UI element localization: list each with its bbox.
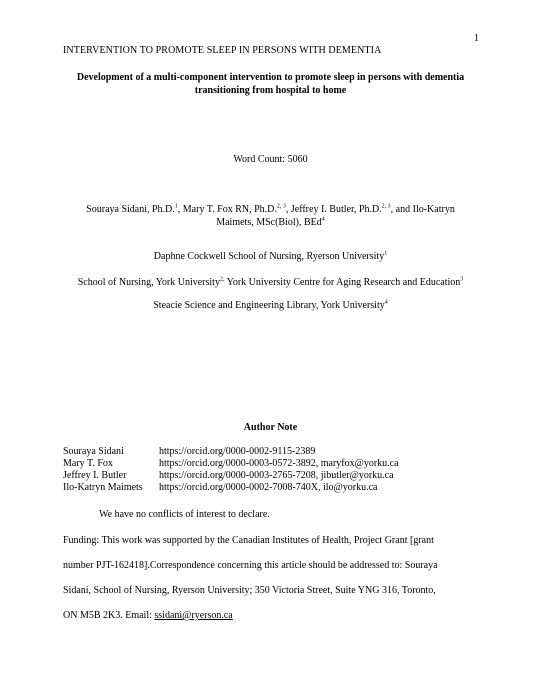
- affiliation-4: [0, 299, 541, 312]
- author-contact: https://orcid.org/0000-0003-2765-7208, jibutler@yorku.ca: [159, 470, 394, 481]
- affiliation-1-text: Daphne Cockwell School of Nursing, Ryerson University: [153, 251, 385, 262]
- table-row: [63, 458, 399, 470]
- email-label: ON M5B 2K3. Email:: [63, 610, 155, 621]
- funding-line-2: number PJT-162418].Correspondence concerning this article should be addressed to: Souraya: [63, 560, 438, 571]
- affiliation-2-text: School of Nursing, York University: [77, 277, 220, 288]
- title-line-2: transitioning from hospital to home: [194, 85, 347, 96]
- author-note-heading: Author Note: [243, 422, 298, 433]
- affiliation-4-text: Steacie Science and Engineering Library, York University: [153, 300, 385, 311]
- author-contact: https://orcid.org/0000-0002-9115-2389: [159, 446, 316, 457]
- author-3-affil: 2, 3: [381, 203, 391, 210]
- title-line-1: Development of a multi-component intervention to promote sleep in persons with dementia: [76, 72, 465, 83]
- paper-title: [40, 71, 501, 97]
- affiliation-4-marker: 4: [384, 299, 388, 306]
- table-row: [63, 470, 399, 482]
- affiliation-2-marker: 2,: [219, 276, 225, 283]
- affiliation-2: [0, 276, 541, 289]
- affiliation-1: [0, 250, 541, 263]
- funding-paragraph: [63, 528, 483, 628]
- author-contact: https://orcid.org/0000-0003-0572-3892, maryfox@yorku.ca: [159, 458, 399, 469]
- author-contact: https://orcid.org/0000-0002-7008-740X, ilo@yorku.ca: [159, 482, 378, 493]
- page-number: 1: [474, 33, 479, 44]
- author-4-affil: 4: [321, 216, 325, 223]
- word-count: Word Count: 5060: [233, 154, 308, 165]
- author-4-part-1: , and Ilo-Katryn: [390, 204, 455, 215]
- author-name: Souraya Sidani: [63, 446, 124, 457]
- author-1: Souraya Sidani, Ph.D.: [86, 204, 175, 215]
- funding-line-1: Funding: This work was supported by the Canadian Institutes of Health, Project Grant [grant: [63, 535, 434, 546]
- author-4-part-2: Maimets, MSc(Biol), BEd: [216, 217, 322, 228]
- author-name: Mary T. Fox: [63, 458, 113, 469]
- author-name: Jeffrey I. Butler: [63, 470, 127, 481]
- affiliation-3-marker: 3: [460, 276, 464, 283]
- table-row: [63, 482, 399, 494]
- author-list-line-1: [0, 203, 541, 216]
- conflicts-statement: We have no conflicts of interest to declare.: [99, 509, 270, 520]
- author-name: Ilo-Katryn Maimets: [63, 482, 143, 493]
- author-note-table: [63, 446, 399, 494]
- affiliation-3-text: York University Centre for Aging Research and Education: [224, 277, 461, 288]
- author-1-affil: 1: [174, 203, 178, 210]
- author-2: , Mary T. Fox RN, Ph.D.: [177, 204, 277, 215]
- funding-line-4: [63, 603, 483, 628]
- table-row: [63, 446, 399, 458]
- author-list-line-2: [0, 216, 541, 229]
- email-link[interactable]: ssidani@ryerson.ca: [154, 610, 233, 621]
- author-3: , Jeffrey I. Butler, Ph.D.: [285, 204, 382, 215]
- funding-line-3: Sidani, School of Nursing, Ryerson University; 350 Victoria Street, Suite YNG 316, Toronto,: [63, 585, 436, 596]
- affiliation-1-marker: 1: [384, 250, 388, 257]
- running-head: INTERVENTION TO PROMOTE SLEEP IN PERSONS WITH DEMENTIA: [63, 45, 382, 56]
- author-2-affil: 2, 3: [276, 203, 286, 210]
